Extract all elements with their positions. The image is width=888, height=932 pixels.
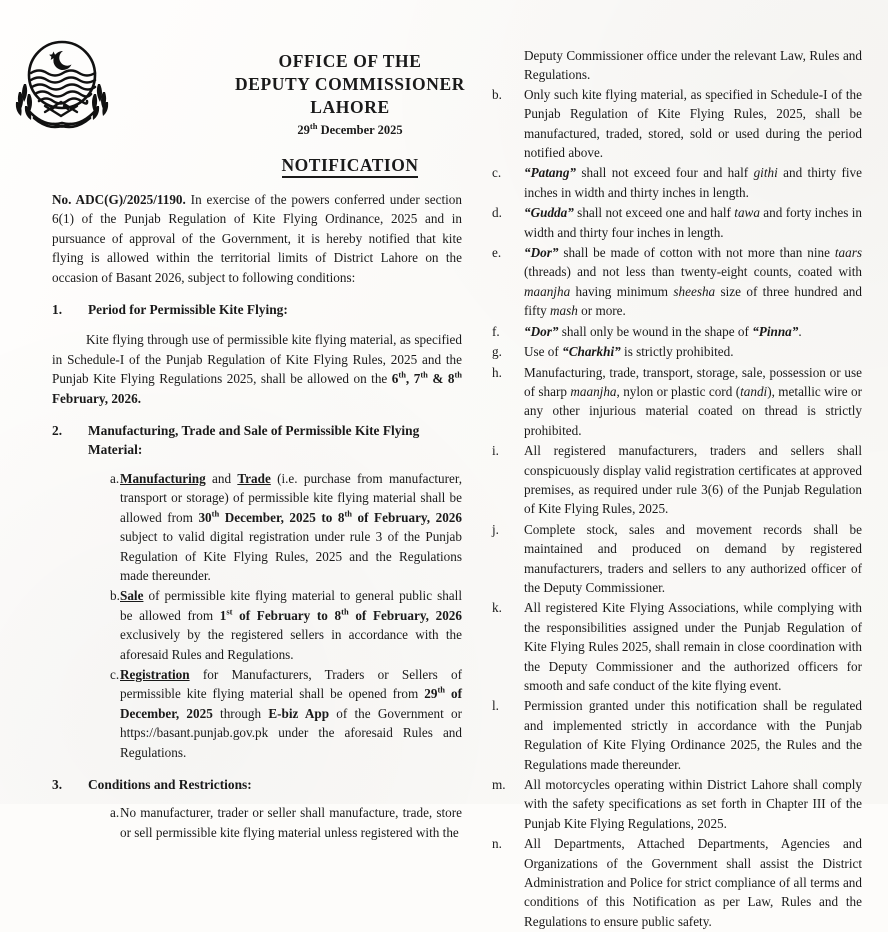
- section-2: [52, 421, 462, 762]
- item-3j-letter: j.: [492, 521, 499, 537]
- notification-heading: NOTIFICATION: [282, 155, 419, 178]
- list-item-3l: [490, 696, 862, 774]
- s1-text-4: February, 2026.: [52, 390, 142, 406]
- item-3c-text-2: and thirty five inches in width and thirty inches in length.: [524, 165, 862, 200]
- item-3e-italic-1: taars: [834, 245, 862, 261]
- item-3a-text: No manufacturer, trader or seller shall manufacture, trade, store or sell permissible kite flying material unless registered with the: [120, 805, 462, 840]
- item-3m-letter: m.: [492, 777, 506, 793]
- intro-text: In exercise of the powers conferred under section 6(1) of the Punjab Regulation of Kite Flying Ordinance, 2025 and in pursuance of approval of the Government, it is hereby notified that kite flying is allowed within the territorial limits of District Lahore on the occasion of Basant 2026, subject to following conditions:: [52, 192, 462, 285]
- list-item-3i: [490, 441, 862, 519]
- section-1-paragraph: [52, 330, 462, 408]
- item-2a-sup-2: th: [344, 508, 353, 519]
- item-3d-text-2: and forty inches in width and thirty four inches in length.: [524, 205, 862, 240]
- right-column: [490, 46, 862, 932]
- item-2a-keyword-2: Trade: [237, 470, 271, 486]
- s1-text-2: ,: [405, 371, 414, 387]
- list-item-3k: [490, 598, 862, 695]
- item-3g-term: “Charkhi”: [562, 344, 621, 360]
- item-3k-text: All registered Kite Flying Associations, while complying with the responsibilities assigned under the Punjab Regulation of Kite Flying Rules 2025, shall remain in close coordination with the Deputy Commissioner and the authorized officers for smooth and safe conduct of the kite flying event.: [524, 600, 862, 693]
- page-title: [200, 155, 500, 176]
- item-2b-text-4: exclusively by the registered sellers in accordance with the aforesaid Rules and Regulations.: [120, 627, 462, 662]
- item-2b-date-1: 1: [219, 607, 227, 623]
- item-3e-text-2: (threads) and not less than twenty-eight counts, coated with: [524, 264, 862, 280]
- item-2a-mid-1: and: [205, 470, 238, 486]
- list-item-3f: [490, 322, 862, 341]
- item-2b-sup-1: st: [226, 606, 233, 617]
- section-2-items: [52, 469, 462, 762]
- item-2b-letter: b.: [110, 588, 120, 604]
- office-title: [200, 50, 500, 119]
- item-2b-text-2: of February to: [232, 607, 335, 623]
- item-3n-letter: n.: [492, 836, 502, 852]
- item-3c-letter: c.: [492, 165, 502, 181]
- item-3f-text-1: shall only be wound in the shape of: [558, 323, 753, 339]
- item-3e-text-4: size of three hundred and fifty: [524, 283, 862, 319]
- item-2c-text-3: through: [212, 705, 269, 721]
- item-2b-text-1: of permissible kite flying material to general public shall be allowed from: [120, 588, 462, 623]
- date-month-year: December 2025: [317, 123, 403, 137]
- list-item-3b: [490, 85, 862, 163]
- s1-sup-1: th: [398, 369, 406, 380]
- list-item-3d: [490, 203, 862, 242]
- list-item-3j: [490, 520, 862, 598]
- item-2c-text-4: of the Government or https://basant.punjab.gov.pk under the aforesaid Rules and Regulations.: [120, 705, 462, 760]
- item-2a-text-2: December, 2025 to: [219, 509, 338, 525]
- section-2-title: Manufacturing, Trade and Sale of Permissible Kite Flying Material:: [88, 423, 420, 458]
- item-3d-term: “Gudda”: [524, 205, 574, 221]
- item-3a-continuation: Deputy Commissioner office under the relevant Law, Rules and Regulations.: [524, 48, 862, 83]
- section-1: [52, 300, 462, 408]
- item-3m-text: All motorcycles operating within District Lahore shall comply with the safety specifications as set forth in Chapter III of the Punjab Kite Flying Regulations, 2025.: [524, 777, 862, 831]
- item-3e-text-3: having minimum: [570, 283, 674, 299]
- list-item-2c: [52, 665, 462, 762]
- item-3g-text-1: Use of: [524, 344, 563, 360]
- item-3f-letter: f.: [492, 323, 500, 339]
- list-item-3c: [490, 163, 862, 202]
- item-3h-text-3: ), metallic wire or any other injurious material coated on thread is strictly prohibited.: [524, 383, 862, 438]
- item-3c-italic-1: githi: [753, 165, 778, 181]
- s1-text-1: Kite flying through use of permissible kite flying material, as specified in Schedule-I of the Punjab Regulation of Kite Flying Rules, 2025 and the Punjab Kite Flying Regulations 2025, shall be allowed on the: [52, 332, 462, 387]
- section-1-number: 1.: [52, 302, 63, 318]
- item-3c-term: “Patang”: [524, 165, 577, 181]
- s1-date-3: 8: [447, 371, 455, 387]
- date-ordinal-suffix: th: [309, 120, 318, 131]
- item-3e-italic-2: maanjha: [524, 283, 571, 299]
- section-3: [52, 775, 462, 842]
- s1-text-3: &: [427, 371, 448, 387]
- list-item-2a: [52, 469, 462, 585]
- section-2-number: 2.: [52, 423, 63, 439]
- item-3d-text-1: shall not exceed one and half: [573, 205, 735, 221]
- item-3e-italic-4: mash: [550, 303, 578, 319]
- item-2c-text-1: for Manufacturers, Traders or Sellers of permissible kite flying material shall be opened from: [120, 666, 462, 702]
- item-3b-text: Only such kite flying material, as specified in Schedule-I of the Punjab Regulation of Kite Flying Rules, 2025, shall be manufactured, traded, stored, sold or used during the period notified above.: [524, 86, 862, 161]
- item-3e-italic-3: sheesha: [673, 283, 716, 299]
- item-3f-term-2: “Pinna”: [752, 323, 799, 339]
- item-3l-letter: l.: [492, 698, 499, 714]
- item-2c-letter: c.: [110, 666, 120, 682]
- item-3j-text: Complete stock, sales and movement records shall be maintained and produced on demand by registered manufacturers, traders and sellers to any authorized officer of the Deputy Commissioner.: [524, 521, 862, 595]
- intro-paragraph: [52, 190, 462, 287]
- item-2c-keyword-1: Registration: [120, 666, 190, 682]
- item-3e-term: “Dor”: [524, 245, 559, 261]
- section-3-title: Conditions and Restrictions:: [88, 776, 252, 792]
- item-2c-keyword-2: E-biz App: [268, 705, 330, 721]
- item-3d-italic-1: tawa: [734, 205, 760, 221]
- item-2a-sup-1: th: [211, 508, 220, 519]
- item-3f-term-1: “Dor”: [524, 323, 559, 339]
- date-day: 29: [297, 123, 310, 137]
- s1-date-2: 7: [413, 371, 421, 387]
- item-2b-sup-2: th: [341, 606, 349, 617]
- list-item-3a: [52, 803, 462, 842]
- section-2-heading: [52, 421, 462, 460]
- punjab-government-emblem-icon: [14, 32, 110, 136]
- document-date: [200, 120, 500, 138]
- item-3h-italic-1: maanjha: [570, 383, 617, 399]
- item-3h-letter: h.: [492, 364, 502, 380]
- item-3h-text-2: , nylon or plastic cord (: [616, 383, 741, 399]
- list-item-2b: [52, 586, 462, 664]
- reference-number: No. ADC(G)/2025/1190.: [52, 192, 186, 207]
- item-3l-text: Permission granted under this notification shall be regulated and implemented strictly in accordance with the Punjab Regulation of Kite Flying Ordinance 2025, the Rules and the Regulations made thereunder.: [524, 698, 862, 772]
- right-column-items: [490, 46, 862, 931]
- section-1-title: Period for Permissible Kite Flying:: [88, 302, 288, 318]
- item-2a-date-1: 30: [198, 509, 212, 525]
- section-1-body: [52, 330, 462, 408]
- s1-date-1: 6: [391, 371, 399, 387]
- office-title-line-2: DEPUTY COMMISSIONER: [234, 74, 465, 94]
- s1-sup-2: th: [420, 369, 428, 380]
- item-2a-text-3: of February, 2026: [352, 509, 462, 525]
- item-2c-sup-1: th: [437, 684, 445, 695]
- item-2a-text-4: subject to valid digital registration under rule 3 of the Punjab Regulation of Kite Flying Rules, 2025 and the Regulations made thereunder.: [120, 529, 462, 583]
- section-3-heading: [52, 775, 462, 794]
- section-1-heading: [52, 300, 462, 319]
- item-2a-letter: a.: [110, 470, 120, 486]
- item-3g-text-2: is strictly prohibited.: [620, 344, 734, 360]
- item-2b-keyword-1: Sale: [120, 588, 144, 604]
- item-2c-text-2: of December, 2025: [120, 686, 462, 721]
- item-3i-text: All registered manufacturers, traders and sellers shall conspicuously display valid registration certificates at approved premises, as required under rule 3(6) of the Punjab Regulation of Kite Flying Rules, 2025.: [524, 443, 862, 517]
- item-3e-letter: e.: [492, 245, 502, 261]
- item-2a-keyword-1: Manufacturing: [120, 470, 206, 486]
- item-3d-letter: d.: [492, 205, 502, 221]
- item-3e-text-5: or more.: [577, 303, 626, 319]
- document-header: [52, 24, 465, 175]
- item-3c-text-1: shall not exceed four and half: [576, 165, 754, 181]
- item-3i-letter: i.: [492, 443, 499, 459]
- left-column: [52, 24, 465, 843]
- item-3h-italic-2: tandi: [740, 383, 768, 399]
- item-2a-date-2: 8: [337, 509, 345, 525]
- list-item-3h: [490, 363, 862, 441]
- item-2a-text-1: (i.e. purchase from manufacturer, transport or storage) of permissible kite flying material shall be allowed from: [120, 470, 463, 525]
- list-item-3m: [490, 775, 862, 833]
- item-3a-letter: a.: [110, 805, 120, 821]
- section-3-items: [52, 803, 462, 842]
- item-3f-text-2: .: [798, 323, 802, 339]
- list-item-3g: [490, 342, 862, 361]
- item-2b-text-3: of February, 2026: [348, 607, 462, 623]
- office-title-line-1: OFFICE OF THE: [278, 51, 422, 71]
- item-3k-letter: k.: [492, 600, 502, 616]
- item-2c-date-1: 29: [424, 686, 438, 702]
- item-3e-text-1: shall be made of cotton with not more than nine: [558, 245, 835, 261]
- list-item-3n: [490, 834, 862, 931]
- item-2b-date-2: 8: [334, 607, 342, 623]
- item-3b-letter: b.: [492, 86, 502, 102]
- item-3h-text-1: Manufacturing, trade, transport, storage, sale, possession or use of sharp: [524, 364, 862, 399]
- s1-sup-3: th: [454, 369, 462, 380]
- list-item-3e: [490, 243, 862, 321]
- item-3g-letter: g.: [492, 344, 502, 360]
- item-3n-text: All Departments, Attached Departments, Agencies and Organizations of the Government shall assist the District Administration and Police for strict compliance of all terms and conditions of this Notification as per Law, Rules and the Regulations to ensure public safety.: [524, 836, 862, 929]
- office-title-line-3: LAHORE: [310, 97, 390, 117]
- section-3-number: 3.: [52, 776, 63, 792]
